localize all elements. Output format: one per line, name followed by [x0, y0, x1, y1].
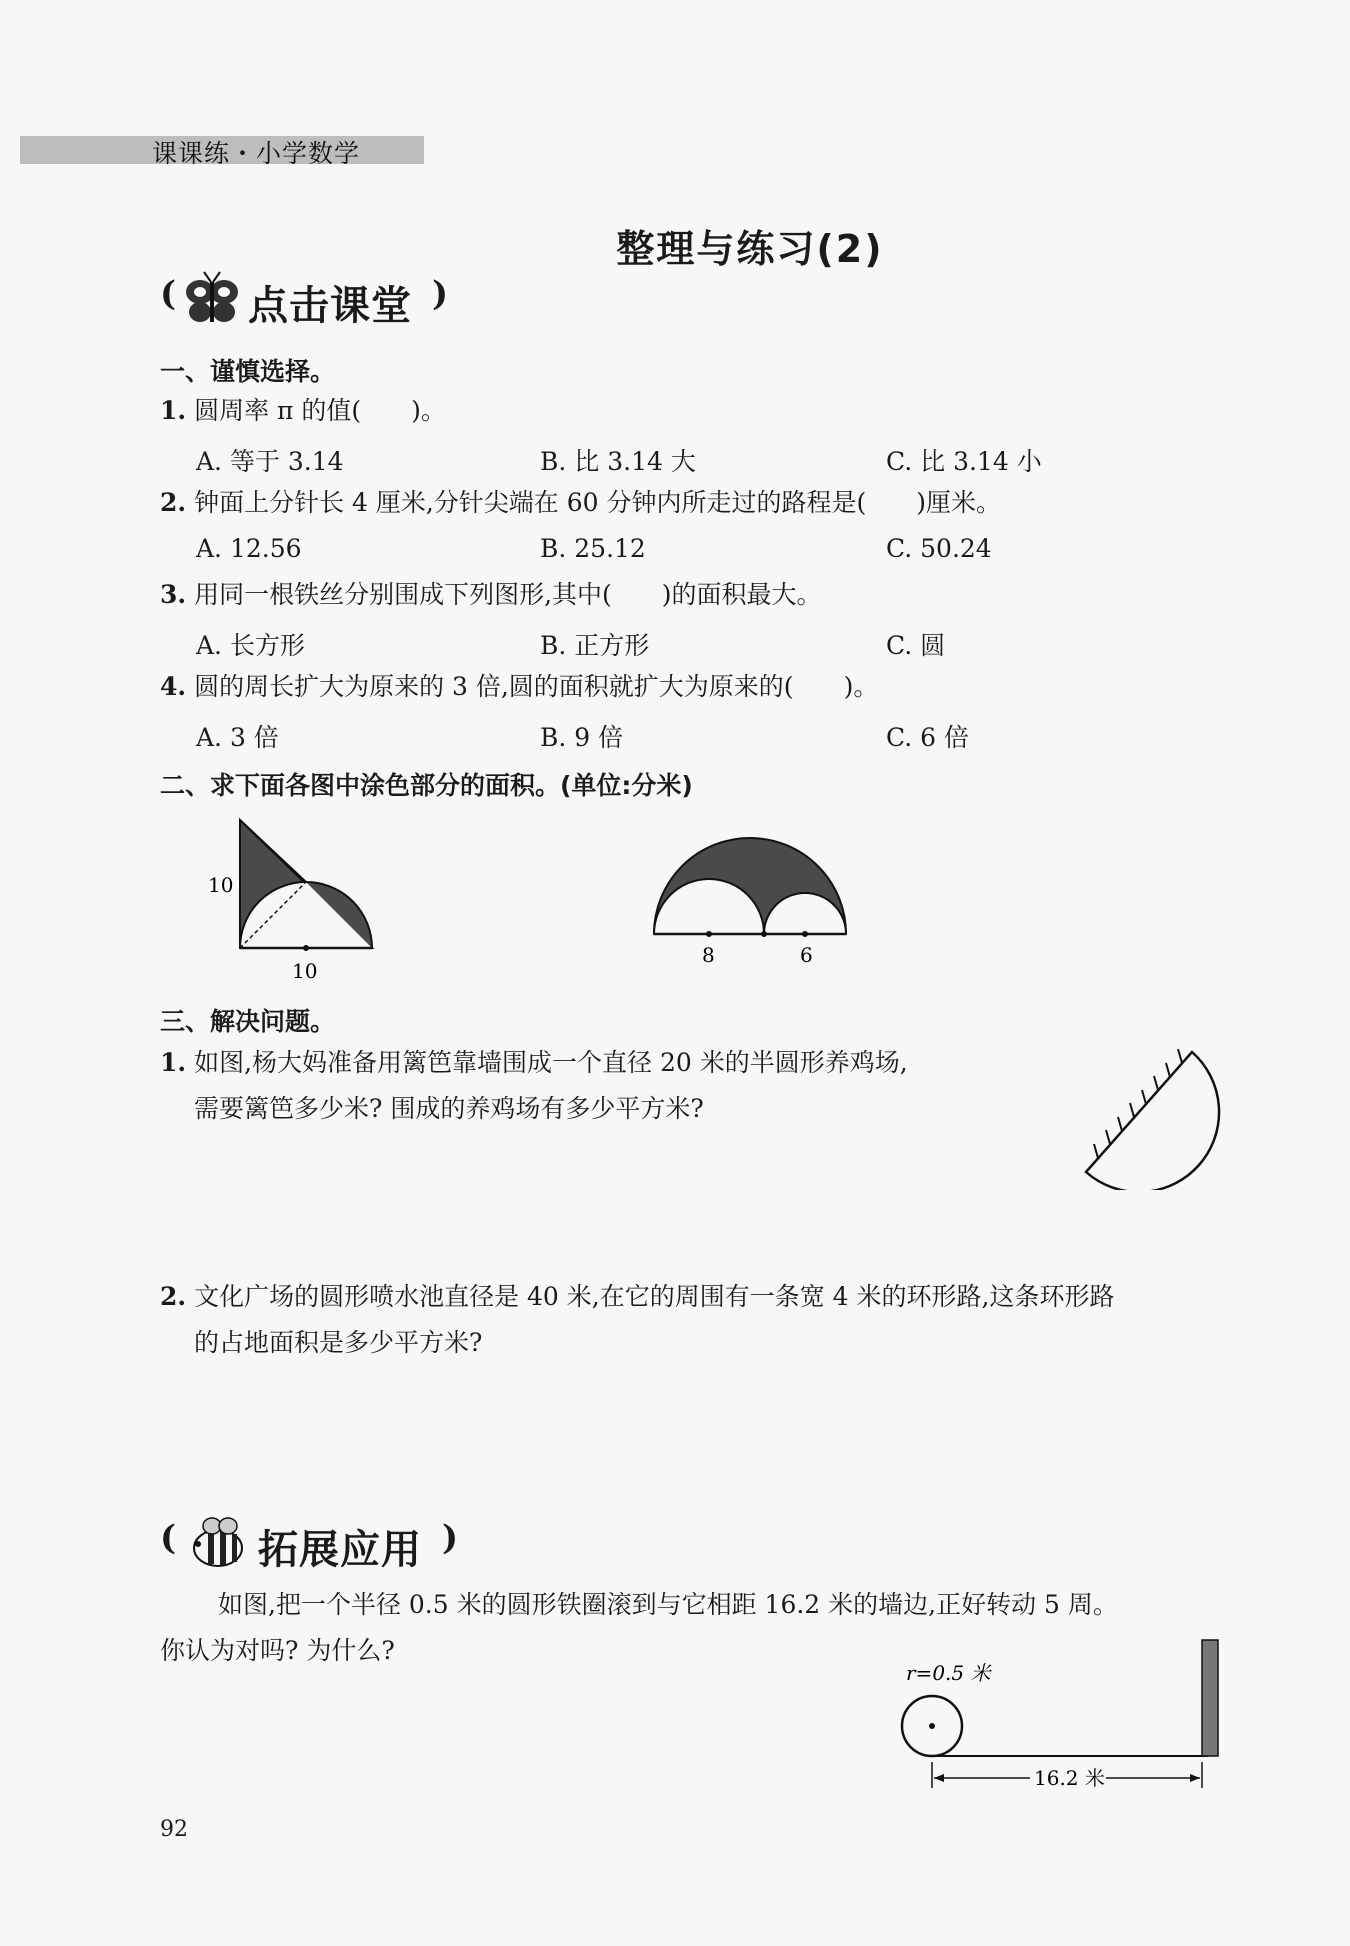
- extension-banner-text: 拓展应用: [258, 1527, 422, 1573]
- question-number: 1.: [160, 1048, 187, 1077]
- page-number: 92: [160, 1817, 188, 1842]
- problem-2-line2: 的占地面积是多少平方米?: [194, 1328, 483, 1357]
- book-title: 课课练・小学数学: [152, 139, 361, 168]
- problem-1-line2: 需要篱笆多少米? 围成的养鸡场有多少平方米?: [194, 1094, 704, 1123]
- option-b: B. 9 倍: [540, 723, 624, 752]
- question-text: 用同一根铁丝分别围成下列图形,其中( )的面积最大。: [194, 580, 822, 609]
- question-3: [160, 580, 822, 610]
- question-number: 1.: [160, 396, 187, 425]
- problem-1-line1: [160, 1048, 908, 1078]
- question-1: [160, 396, 446, 426]
- option-b: B. 正方形: [540, 631, 650, 660]
- option-a: A. 长方形: [196, 631, 305, 660]
- option-c: C. 比 3.14 小: [886, 447, 1042, 476]
- banner-left-bracket: (: [160, 1518, 177, 1558]
- part1-heading: 一、谨慎选择。: [160, 357, 336, 386]
- question-2: [160, 488, 1001, 518]
- figure-three-semicircles: [640, 826, 860, 976]
- page-title: 整理与练习(2): [616, 227, 884, 271]
- question-number: 2.: [160, 1282, 187, 1311]
- distance-label: 16.2 米: [1034, 1766, 1105, 1790]
- option-a: A. 12.56: [196, 534, 302, 563]
- question-text: 钟面上分针长 4 厘米,分针尖端在 60 分钟内所走过的路程是( )厘米。: [194, 488, 1002, 517]
- classroom-banner: [160, 270, 460, 329]
- extension-banner: [160, 1514, 480, 1573]
- classroom-banner-text: 点击课堂: [248, 283, 412, 329]
- option-c: C. 6 倍: [886, 723, 969, 752]
- fig1-base-label: 10: [292, 959, 318, 983]
- option-b: B. 25.12: [540, 534, 646, 563]
- question-text: 文化广场的圆形喷水池直径是 40 米,在它的周围有一条宽 4 米的环形路,这条环形路: [194, 1282, 1115, 1311]
- butterfly-icon: [182, 270, 242, 330]
- fig2-left-label: 8: [702, 943, 715, 967]
- figure-triangle-quarter-circle: [200, 808, 390, 988]
- extension-line2: 你认为对吗? 为什么?: [160, 1636, 395, 1665]
- option-c: C. 圆: [886, 631, 946, 660]
- figure-semicircle-wall: [1076, 1040, 1226, 1190]
- option-a: A. 3 倍: [196, 723, 279, 752]
- part2-heading: 二、求下面各图中涂色部分的面积。(单位:分米): [160, 771, 693, 800]
- bee-icon: [182, 1514, 252, 1574]
- banner-right-bracket: ): [442, 1518, 459, 1558]
- option-a: A. 等于 3.14: [196, 447, 344, 476]
- fig1-side-label: 10: [208, 873, 234, 897]
- radius-label: r=0.5 米: [906, 1661, 991, 1685]
- question-text: 圆的周长扩大为原来的 3 倍,圆的面积就扩大为原来的( )。: [194, 672, 879, 701]
- extension-line1: 如图,把一个半径 0.5 米的圆形铁圈滚到与它相距 16.2 米的墙边,正好转动 5 周。: [218, 1590, 1118, 1619]
- banner-left-bracket: (: [160, 274, 177, 314]
- banner-right-bracket: ): [432, 274, 449, 314]
- fig2-right-label: 6: [800, 943, 813, 967]
- question-number: 2.: [160, 488, 187, 517]
- question-number: 3.: [160, 580, 187, 609]
- question-text: 圆周率 π 的值( )。: [194, 396, 446, 425]
- option-b: B. 比 3.14 大: [540, 447, 696, 476]
- problem-2-line1: [160, 1282, 1114, 1312]
- question-text: 如图,杨大妈准备用篱笆靠墙围成一个直径 20 米的半圆形养鸡场,: [194, 1048, 908, 1077]
- figure-rolling-hoop: [890, 1630, 1230, 1790]
- question-4: [160, 672, 878, 702]
- question-number: 4.: [160, 672, 187, 701]
- part3-heading: 三、解决问题。: [160, 1007, 336, 1036]
- option-c: C. 50.24: [886, 534, 992, 563]
